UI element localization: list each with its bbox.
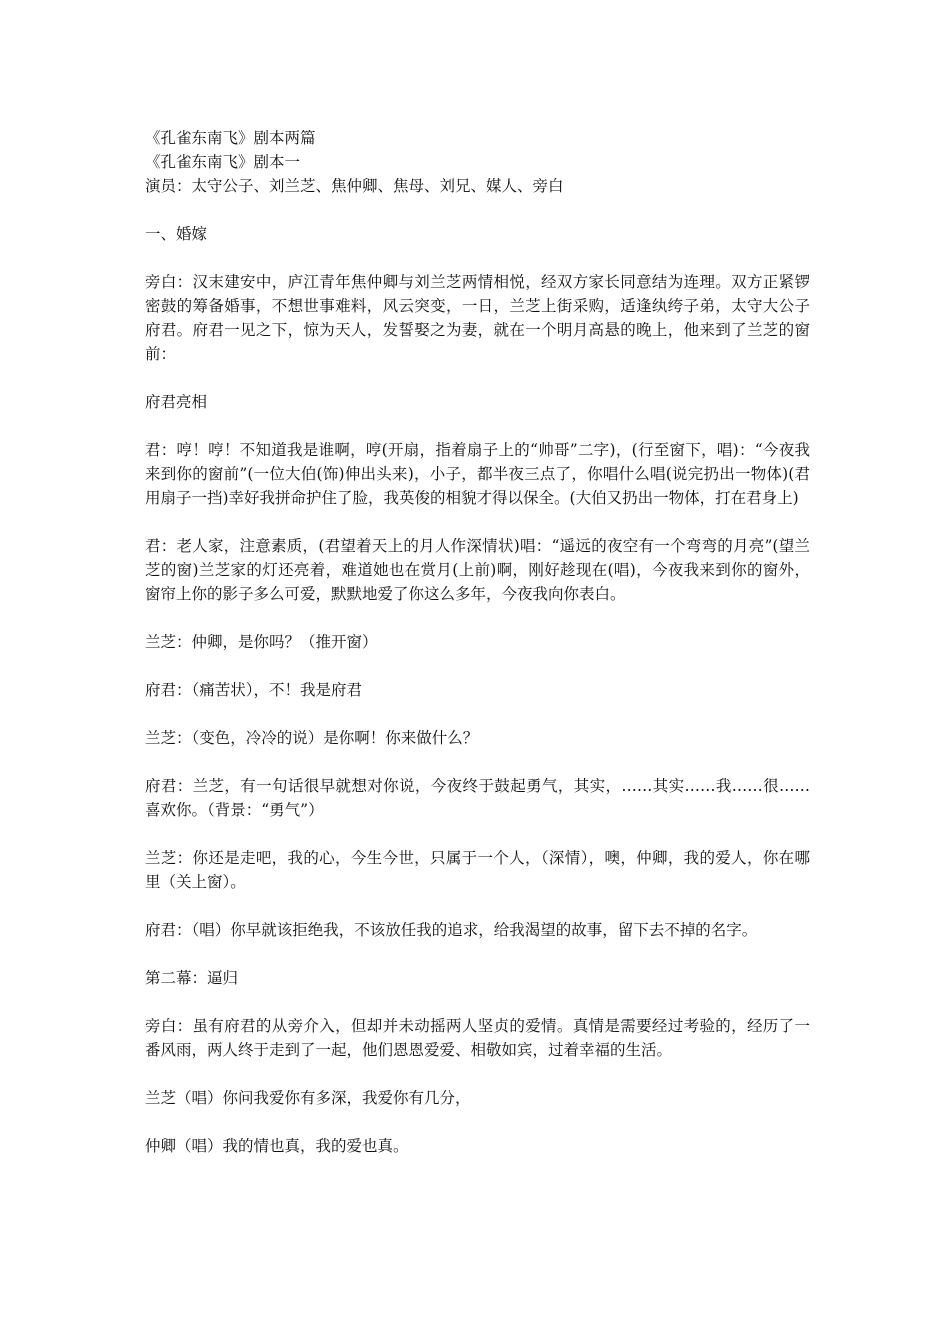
- narration-paragraph: 旁白：虽有府君的从旁介入，但却并未动摇两人坚贞的爱情。真情是需要经过考验的，经历了一番风雨，两人终于走到了一起，他们恩恩爱爱、相敬如宾，过着幸福的生活。: [145, 1017, 810, 1059]
- dialogue-paragraph: 君：哼！哼！不知道我是谁啊，哼(开扇，指着扇子上的“帅哥”二字)，(行至窗下，唱)：“今夜我来到你的窗前”(一位大伯(饰)伸出头来)，小子，都半夜三点了，你唱什么唱(说完扔出一物体)(君用扇子一挡)幸好我拼命护住了脸，我英俊的相貌才得以保全。(大伯又扔出一物体，打在君身上): [145, 441, 810, 507]
- section-heading: 一、婚嫁: [145, 225, 208, 243]
- section-heading: 第二幕：逼归: [145, 969, 239, 987]
- dialogue-paragraph: 兰芝（唱）你问我爱你有多深，我爱你有几分，: [145, 1089, 471, 1107]
- dialogue-paragraph: 兰芝：你还是走吧，我的心，今生今世，只属于一个人，（深情），噢，仲卿，我的爱人，你在哪里（关上窗）。: [145, 849, 810, 891]
- spacer: [145, 366, 810, 390]
- dialogue-paragraph: 仲卿（唱）我的情也真，我的爱也真。: [145, 1137, 409, 1155]
- spacer: [145, 414, 810, 438]
- dialogue-paragraph: 君：老人家，注意素质，(君望着天上的月人作深情状)唱：“遥远的夜空有一个弯弯的月亮”(望兰芝的窗)兰芝家的灯还亮着，难道她也在赏月(上前)啊，刚好趁现在(唱)，今夜我来到你的窗外，窗帘上你的影子多么可爱，默默地爱了你这么多年，今夜我向你表白。: [145, 537, 810, 603]
- spacer: [145, 990, 810, 1014]
- scene-heading: 府君亮相: [145, 393, 208, 411]
- dialogue-paragraph: 兰芝：（变色，冷冷的说）是你啊！你来做什么？: [145, 729, 479, 747]
- document-page: [145, 126, 810, 1158]
- dialogue-paragraph: 兰芝：仲卿，是你吗？（推开窗）: [145, 633, 378, 651]
- dialogue-paragraph: 府君：（唱）你早就该拒绝我，不该放任我的追求，给我渴望的故事，留下去不掉的名字。: [145, 921, 758, 939]
- spacer: [145, 198, 810, 222]
- dialogue-paragraph: 府君：兰芝，有一句话很早就想对你说，今夜终于鼓起勇气，其实，……其实……我……很……喜欢你。（背景：“勇气”）: [145, 777, 810, 819]
- spacer: [145, 750, 810, 774]
- spacer: [145, 510, 810, 534]
- spacer: [145, 1062, 810, 1086]
- spacer: [145, 1110, 810, 1134]
- document-subtitle: 《孔雀东南飞》剧本一: [145, 153, 301, 171]
- dialogue-paragraph: 府君：（痛苦状），不！我是府君: [145, 681, 363, 699]
- spacer: [145, 654, 810, 678]
- spacer: [145, 702, 810, 726]
- narration-paragraph: 旁白：汉末建安中，庐江青年焦仲卿与刘兰芝两情相悦，经双方家长同意结为连理。双方正紧锣密鼓的筹备婚事，不想世事难料，风云突变，一日，兰芝上街采购，适逢纨绔子弟，太守大公子府君。府君一见之下，惊为天人，发誓娶之为妻，就在一个明月高悬的晚上，他来到了兰芝的窗前：: [145, 273, 810, 363]
- spacer: [145, 606, 810, 630]
- document-title: 《孔雀东南飞》剧本两篇: [145, 129, 316, 147]
- spacer: [145, 246, 810, 270]
- spacer: [145, 894, 810, 918]
- cast-list: 演员：太守公子、刘兰芝、焦仲卿、焦母、刘兄、媒人、旁白: [145, 177, 564, 195]
- spacer: [145, 942, 810, 966]
- spacer: [145, 822, 810, 846]
